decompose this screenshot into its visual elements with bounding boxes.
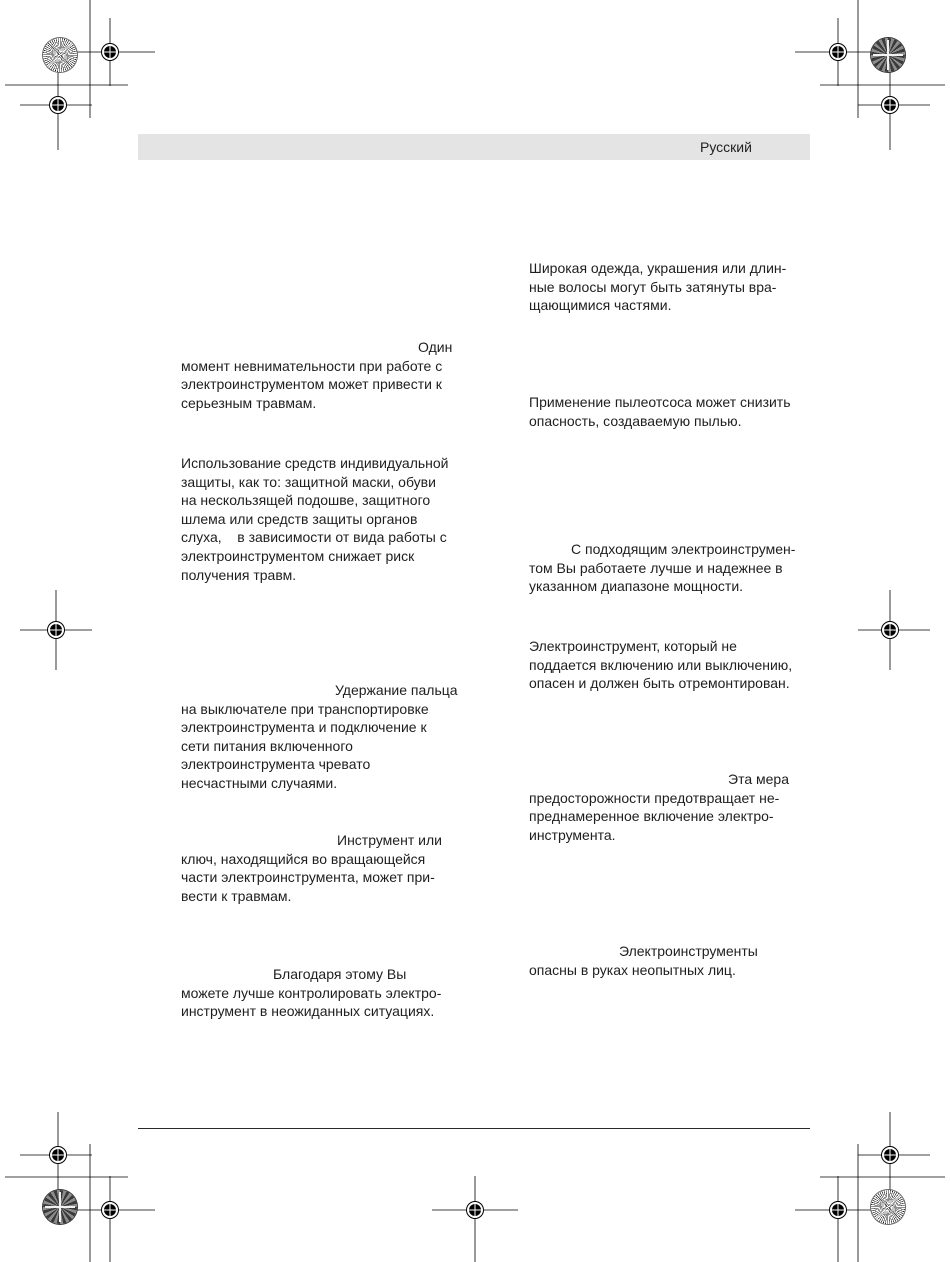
paragraph-line: преднамеренное включение электро- xyxy=(529,808,774,825)
printer-sunburst-mark xyxy=(871,38,905,72)
paragraph-line: С подходящим электроинструмен- xyxy=(571,541,796,557)
paragraph-line: электроинструментом может привести к xyxy=(181,376,442,393)
paragraph-line: шлема или средств защиты органов xyxy=(181,510,418,527)
printer-sunburst-mark xyxy=(43,38,77,72)
paragraph-line: Благодаря этому Вы xyxy=(273,966,407,982)
paragraph-line: опасность, создаваемую пылью. xyxy=(529,412,742,429)
paragraph-line: Инструмент или xyxy=(337,832,442,848)
paragraph-line: том Вы работаете лучше и надежнее в xyxy=(529,559,783,576)
paragraph-line: поддается включению или выключению, xyxy=(529,656,793,673)
paragraph-line: опасны в руках неопытных лиц. xyxy=(529,961,736,978)
paragraph-line: указанном диапазоне мощности. xyxy=(529,578,744,595)
paragraph-line: сети питания включенного xyxy=(181,737,353,754)
paragraph-line: Использование средств индивидуальной xyxy=(181,455,449,471)
paragraph-line: электроинструмента чревато xyxy=(181,756,371,773)
safety-paragraph xyxy=(181,831,442,905)
paragraph-line: на нескользящей подошве, защитного xyxy=(181,492,431,509)
safety-paragraph xyxy=(529,637,792,693)
paragraph-line: ные волосы могут быть затянуты вра- xyxy=(529,278,777,295)
paragraph-line: вести к травмам. xyxy=(181,887,292,904)
paragraph-line: электроинструмента и подключение к xyxy=(181,719,427,736)
paragraph-line: Электроинструменты xyxy=(619,943,758,959)
paragraph-line: ключ, находящийся во вращающейся xyxy=(181,850,426,867)
paragraph-line: Один xyxy=(418,339,453,355)
paragraph-line: серьезным травмам. xyxy=(181,394,317,411)
paragraph-line: Применение пылеотсоса может снизить xyxy=(529,394,791,410)
paragraph-line: Эта мера xyxy=(728,771,789,787)
paragraph-line: защиты, как то: защитной маски, обуви xyxy=(181,473,436,490)
paragraph-line: слуха, в зависимости от вида работы с xyxy=(181,529,447,546)
printer-sunburst-mark xyxy=(43,1190,77,1224)
safety-paragraph xyxy=(529,540,795,596)
safety-paragraph xyxy=(181,965,441,1021)
paragraph-line: можете лучше контролировать электро- xyxy=(181,984,442,1001)
header-bar xyxy=(138,134,810,160)
paragraph-line: щающимися частями. xyxy=(529,297,672,314)
paragraph-line: опасен и должен быть отремонтирован. xyxy=(529,675,790,692)
safety-paragraph xyxy=(529,393,791,430)
safety-paragraph xyxy=(529,942,758,979)
safety-paragraph xyxy=(529,770,789,844)
safety-paragraph xyxy=(529,259,786,315)
footer-rule xyxy=(138,1128,810,1129)
paragraph-line: получения травм. xyxy=(181,566,297,583)
paragraph-line: Электроинструмент, который не xyxy=(529,638,737,654)
paragraph-line: момент невнимательности при работе с xyxy=(181,357,443,374)
paragraph-line: инструмента. xyxy=(529,826,616,843)
paragraph-line: несчастными случаями. xyxy=(181,774,338,791)
safety-paragraph xyxy=(181,454,449,584)
paragraph-line: части электроинструмента, может при- xyxy=(181,869,435,886)
paragraph-line: на выключателе при транспортировке xyxy=(181,700,429,717)
paragraph-line: инструмент в неожиданных ситуациях. xyxy=(181,1003,435,1020)
paragraph-line: электроинструментом снижает риск xyxy=(181,547,415,564)
safety-paragraph xyxy=(181,681,458,793)
language-label: Русский xyxy=(700,139,752,155)
paragraph-line: Широкая одежда, украшения или длин- xyxy=(529,260,787,276)
paragraph-line: предосторожности предотвращает не- xyxy=(529,789,780,806)
printer-sunburst-mark xyxy=(871,1190,905,1224)
safety-paragraph xyxy=(181,338,452,412)
paragraph-line: Удержание пальца xyxy=(335,682,458,698)
